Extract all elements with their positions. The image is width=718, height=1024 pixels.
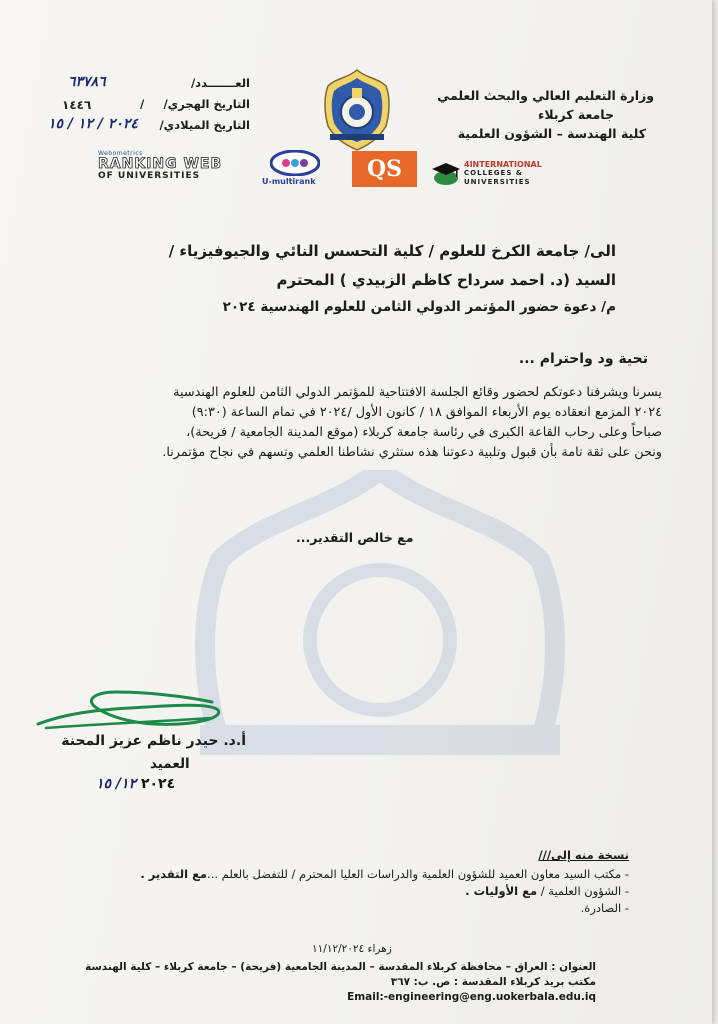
university-logo <box>318 68 396 152</box>
footer-date: زهراء ١١/١٢/٢٠٢٤ <box>312 943 392 955</box>
graduation-cap-icon <box>430 160 462 186</box>
gregorian-label: التاريخ الميلادي/ <box>159 118 250 132</box>
university-name: جامعة كربلاء <box>537 107 614 122</box>
signature-date <box>96 776 175 792</box>
multirank-label: U-multirank <box>262 177 316 186</box>
addressee-line1: الى/ جامعة الكرخ للعلوم / كلية التحسس النائي والجيوفيزياء / <box>168 242 616 260</box>
intl-line2: COLLEGES & <box>464 169 523 177</box>
copy-item-note: مع التقدير . <box>140 867 208 881</box>
webometrics-sub: OF UNIVERSITIES <box>98 171 201 181</box>
letter-body <box>42 383 662 463</box>
copy-item <box>89 884 629 901</box>
footer-email: Email:-engineering@eng.uokerbala.edu.iq <box>347 991 596 1003</box>
copy-item-text: - الصادرة. <box>580 901 629 915</box>
signature-date-year: ٢٠٢٤ <box>140 776 176 792</box>
signatory-title: العميد <box>150 756 190 772</box>
gregorian-value: ٢٠٢٤ / ١٢ / ١٥ <box>48 116 138 132</box>
international-colleges-logo <box>430 158 562 188</box>
body-line: ونحن على ثقة تامة بأن قبول وتلبية دعوتنا هذه ستثري نشاطنا العلمي وتسهم في نجاح مؤتمرنا. <box>162 445 662 460</box>
footer-block <box>36 960 596 1005</box>
body-line: يسرنا ويشرفنا دعوتكم لحضور وقائع الجلسة الافتتاحية للمؤتمر الدولي الثامن للعلوم الهندسية <box>173 385 662 400</box>
webometrics-logo <box>98 150 250 180</box>
ministry-name: وزارة التعليم العالي والبحث العلمي <box>437 88 654 103</box>
number-label: العـــــــدد/ <box>190 76 250 90</box>
greeting: تحية ود واحترام ... <box>518 351 648 367</box>
body-line: صباحاً وعلى رحاب القاعة الكبرى في رئاسة جامعة كربلاء (موقع المدينة الجامعية / فريحة)، <box>186 425 662 440</box>
college-name: كلية الهندسة – الشؤون العلمية <box>457 126 646 141</box>
copies-section <box>89 848 629 918</box>
webometrics-top: Webometrics <box>98 150 143 157</box>
subject-line: م/ دعوة حضور المؤتمر الدولي الثامن للعلوم الهندسية ٢٠٢٤ <box>222 299 616 315</box>
copy-item-text: - مكتب السيد معاون العميد للشؤون العلمية والدراسات العليا المحترم / للتفضل بالعلم ... <box>207 867 629 881</box>
body-line: ٢٠٢٤ المزمع انعقاده يوم الأربعاء الموافق ١٨ / كانون الأول /٢٠٢٤ في تمام الساعة (٩:٣٠) <box>191 405 662 420</box>
copy-item <box>89 901 629 918</box>
copies-heading: نسخة منه إلى/// <box>538 848 629 862</box>
multirank-logo <box>262 150 326 188</box>
footer-address: العنوان : العراق – محافظة كربلاء المقدسة – المدينة الجامعية (فريحة) – جامعة كربلاء – كلية الهندسة <box>85 961 596 973</box>
footer-pobox: مكتب بريد كربلاء المقدسة : ص. ب: ٣٦٧ <box>390 976 596 988</box>
addressee-block <box>56 242 616 323</box>
closing-regards: مع خالص التقدير... <box>296 530 414 545</box>
copy-item <box>89 867 629 884</box>
signature-date-handwritten: ١٢/ ١٥ <box>96 776 137 792</box>
intl-line3: UNIVERSITIES <box>464 178 531 186</box>
addressee-line2: السيد (د. احمد سرداح كاظم الزبيدي ) المحترم <box>276 271 616 289</box>
hijri-label: التاريخ الهجري/ <box>163 97 250 111</box>
reference-block <box>40 74 250 137</box>
intl-line1: 4INTERNATIONAL <box>464 160 542 169</box>
hijri-value: ١٤٤٦ <box>62 98 92 112</box>
multirank-icon <box>270 150 320 176</box>
hijri-separator: / <box>140 97 145 111</box>
number-value: ٦٣٧٨٦ <box>68 74 106 90</box>
ministry-header <box>437 86 654 143</box>
signatory-name: أ.د. حيدر ناظم عزيز المحنة <box>61 733 246 749</box>
qs-logo: QS <box>352 151 417 187</box>
copy-item-note: مع الأوليات . <box>465 884 538 898</box>
webometrics-main: RANKING WEB <box>98 156 223 172</box>
copy-item-text: - الشؤون العلمية / <box>537 884 629 898</box>
